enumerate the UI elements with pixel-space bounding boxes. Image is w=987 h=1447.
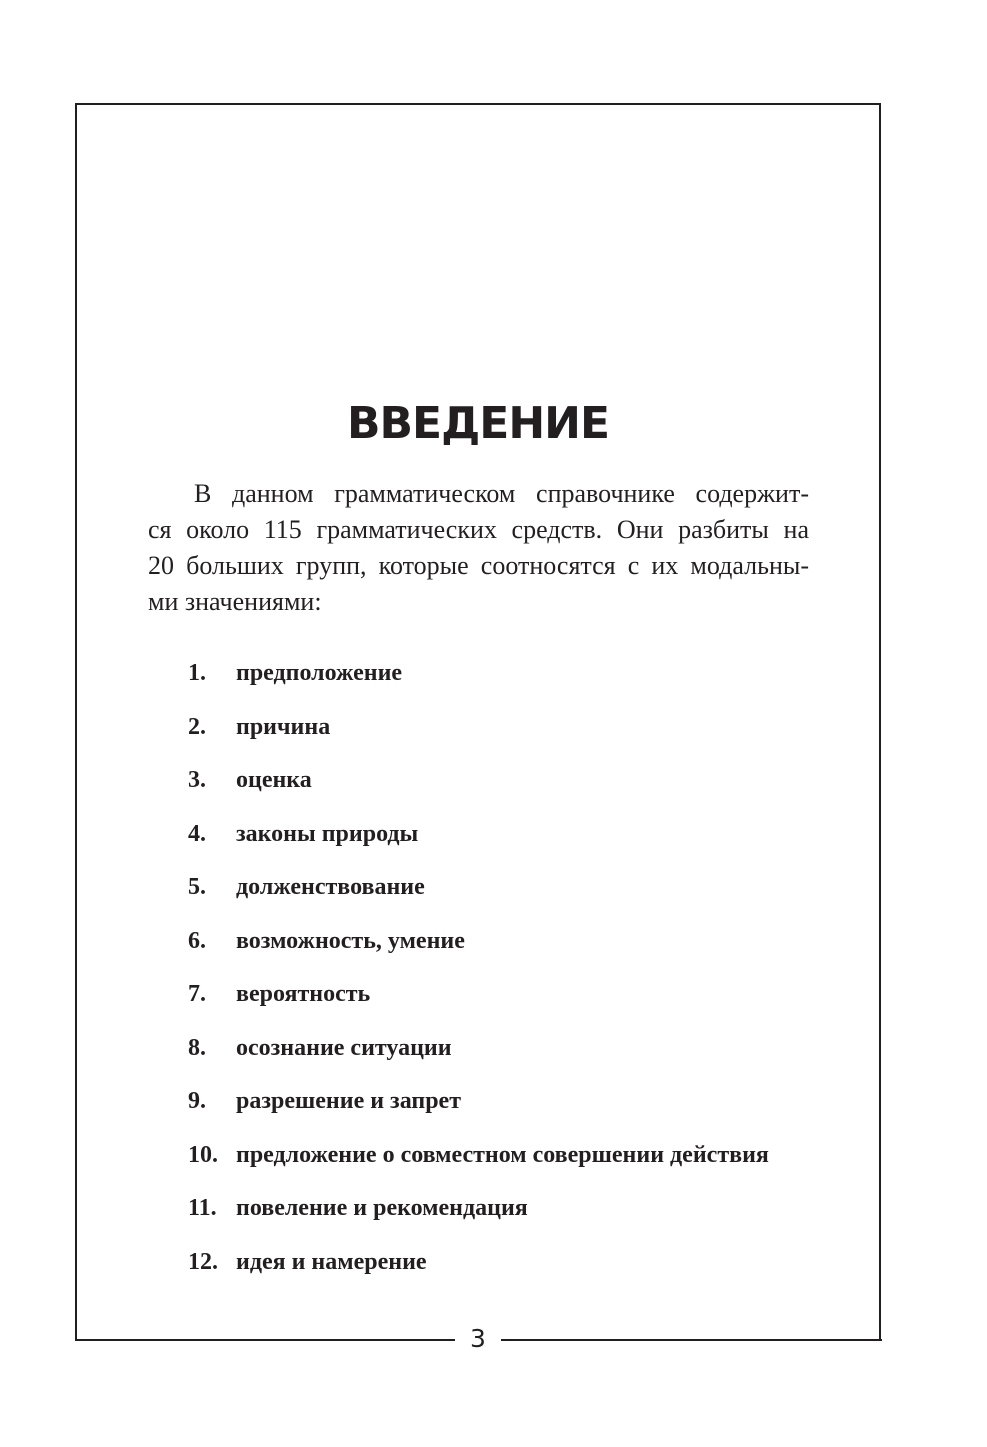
list-item — [188, 709, 769, 763]
list-text: долженствование — [236, 874, 425, 900]
page-number: 3 — [470, 1324, 486, 1353]
intro-paragraph — [148, 476, 809, 620]
list-item — [188, 976, 769, 1030]
list-text: предложение о совместном совершении действия — [236, 1141, 769, 1168]
list-text: идея и намерение — [236, 1248, 427, 1275]
modal-meanings-list — [188, 655, 769, 1297]
intro-line: ся около 115 грамматических средств. Они разбиты на — [148, 515, 809, 544]
list-number: 4. — [188, 820, 206, 847]
list-number: 11. — [188, 1195, 217, 1221]
page-title: ВВЕДЕНИЕ — [346, 398, 610, 449]
list-number: 8. — [188, 1034, 206, 1061]
list-item — [188, 1244, 769, 1298]
list-number: 7. — [188, 981, 206, 1007]
frame-bottom-line-right — [501, 1339, 882, 1341]
list-text: повеление и рекомендация — [236, 1195, 528, 1221]
list-text: предположение — [236, 660, 403, 686]
intro-line: 20 больших групп, которые соотносятся с их модальны- — [148, 551, 809, 580]
list-item — [188, 1137, 769, 1191]
list-text: возможность, умение — [236, 927, 465, 954]
list-item — [188, 816, 769, 870]
list-text: вероятность — [236, 981, 371, 1007]
list-number: 3. — [188, 767, 206, 793]
list-number: 5. — [188, 874, 206, 900]
intro-line: ми значениями: — [148, 587, 322, 616]
list-item — [188, 1083, 769, 1137]
list-text: законы природы — [236, 820, 419, 847]
list-item — [188, 1030, 769, 1084]
list-text: оценка — [236, 767, 312, 793]
list-number: 9. — [188, 1088, 206, 1114]
list-number: 1. — [188, 660, 206, 686]
list-number: 12. — [188, 1248, 218, 1275]
list-number: 2. — [188, 713, 206, 740]
list-number: 6. — [188, 927, 206, 954]
intro-line: В данном грамматическом справочнике содержит- — [194, 479, 809, 508]
list-item — [188, 762, 769, 816]
list-text: причина — [236, 713, 331, 740]
list-item — [188, 1190, 769, 1244]
list-item — [188, 655, 769, 709]
list-number: 10. — [188, 1141, 218, 1168]
frame-bottom-line-left — [75, 1339, 455, 1341]
list-text: разрешение и запрет — [236, 1088, 461, 1114]
list-text: осознание ситуации — [236, 1034, 452, 1061]
list-item — [188, 869, 769, 923]
list-item — [188, 923, 769, 977]
